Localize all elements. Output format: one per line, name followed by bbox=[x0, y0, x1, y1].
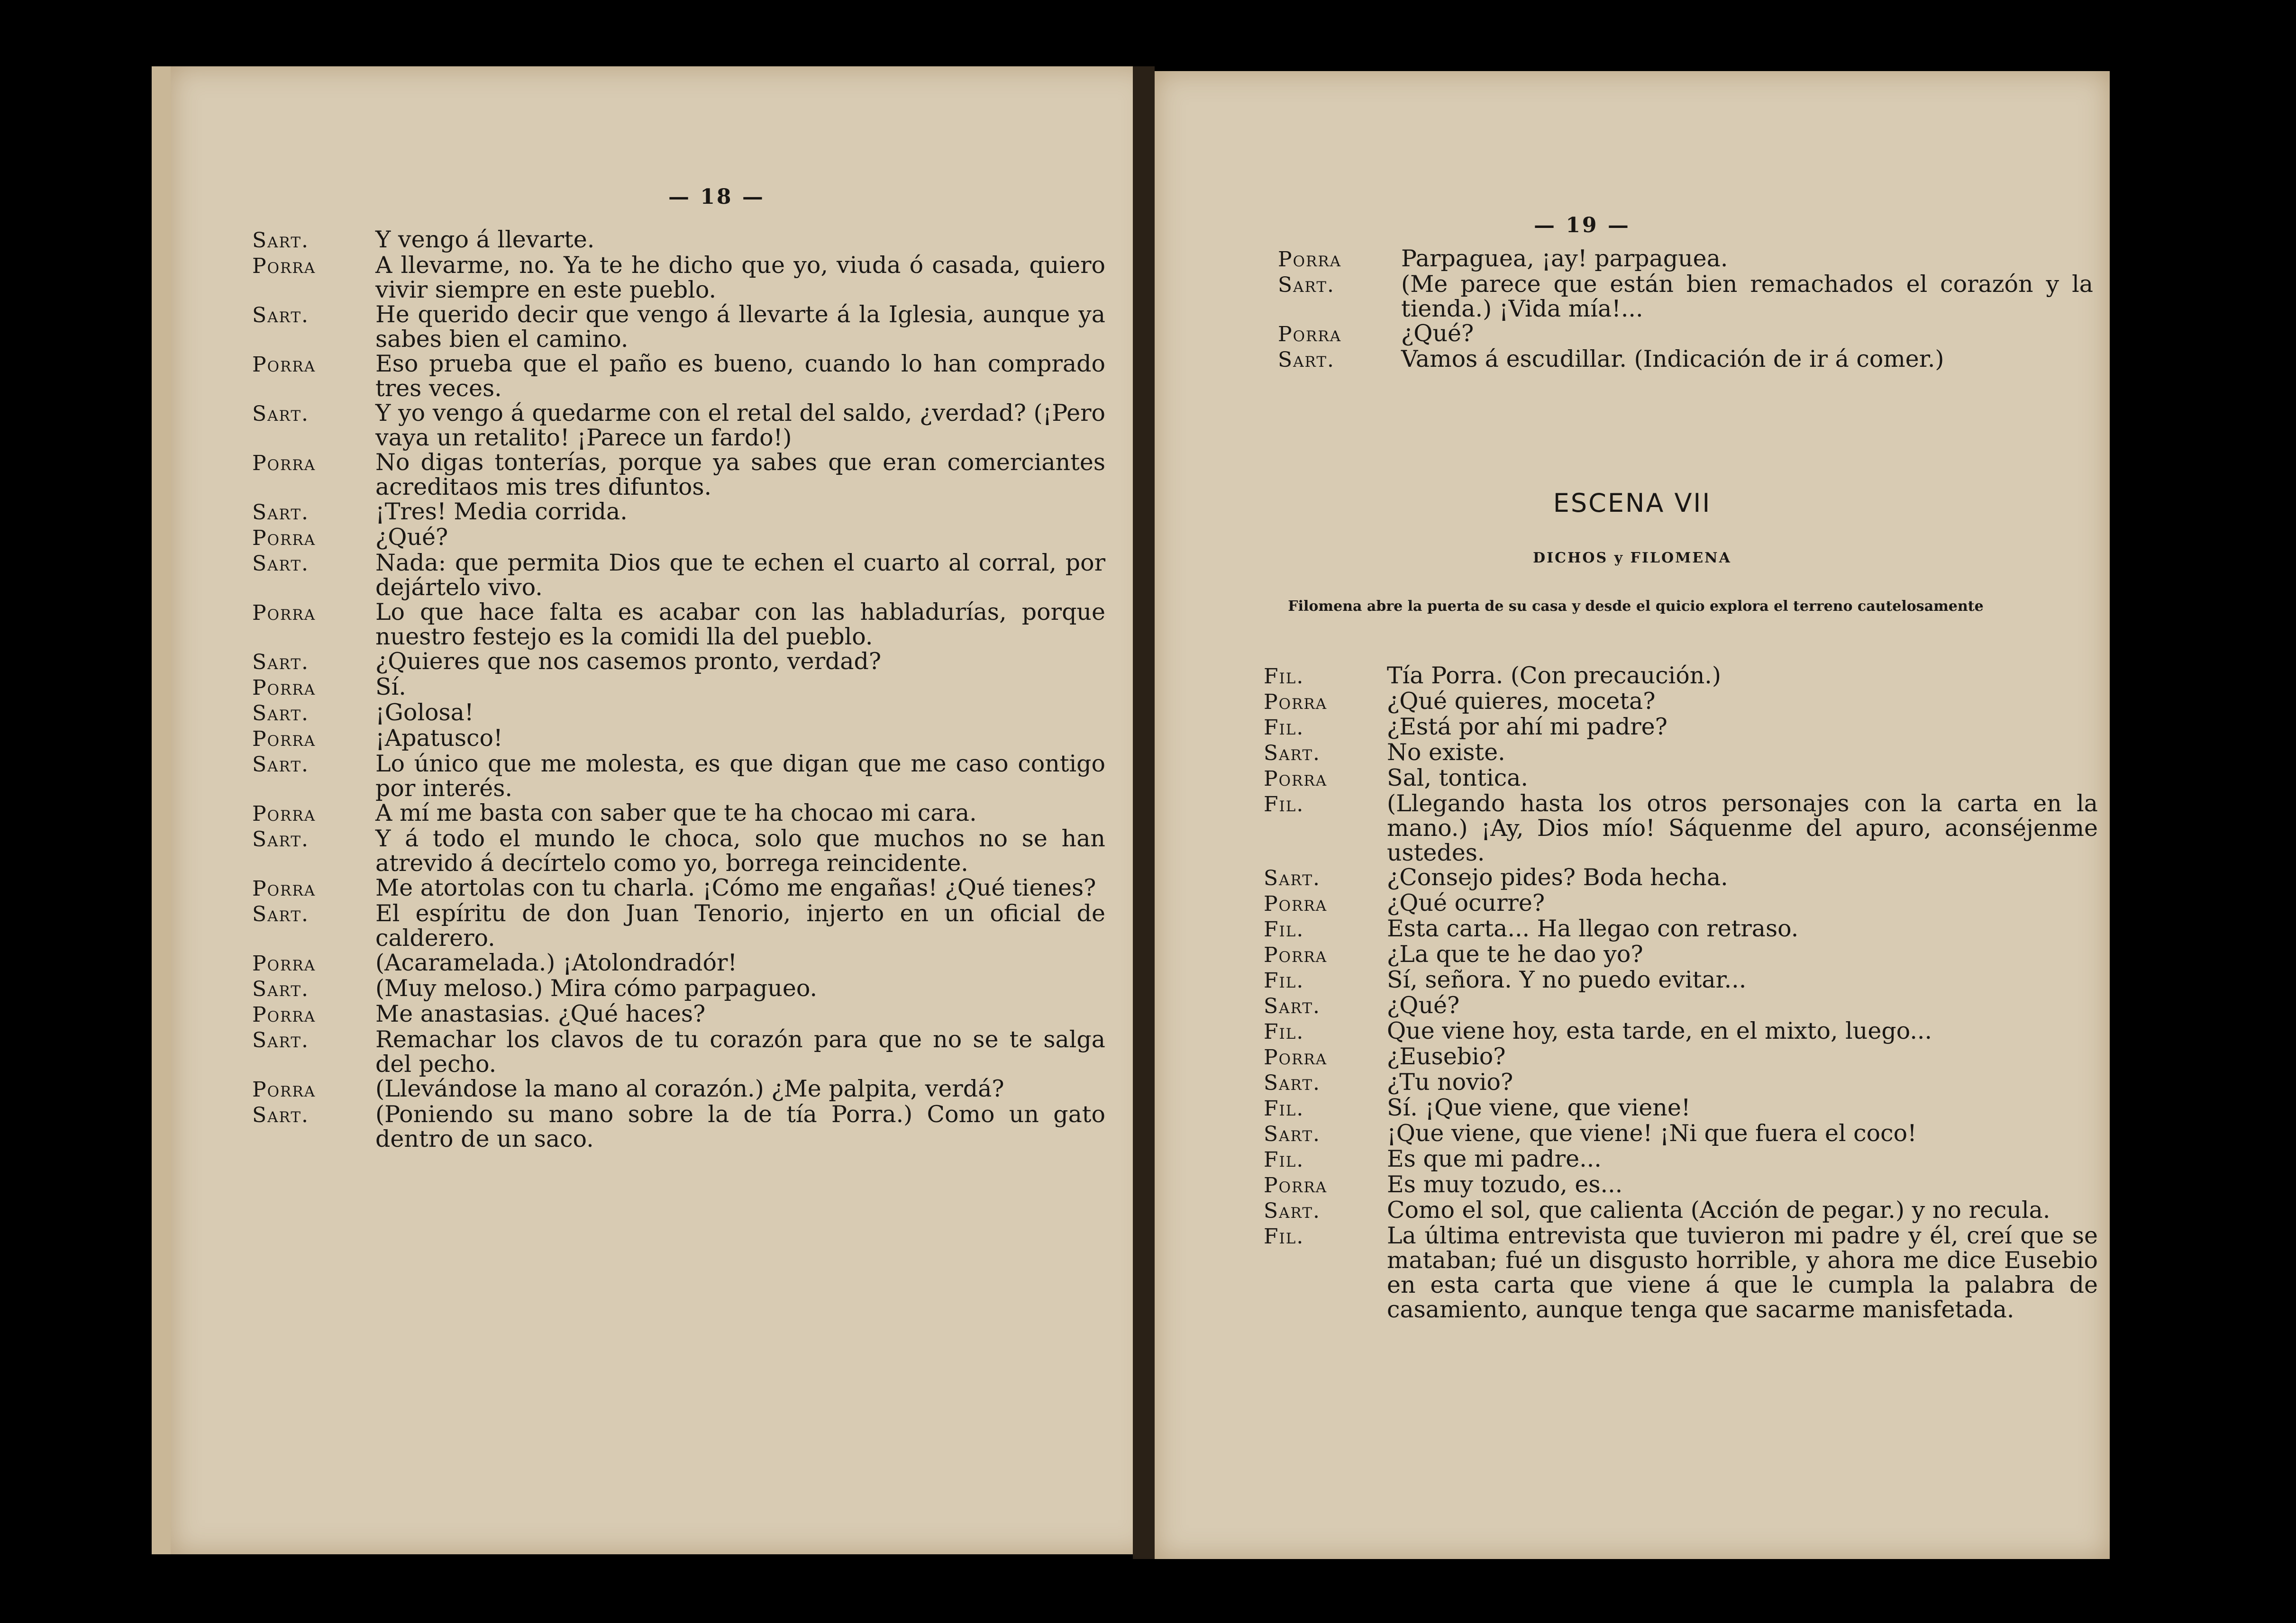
line-text: La última entrevista que tuvieron mi padre y él, creí que se mataban; fué un disgusto horrible, y ahora me dice Eusebio en esta carta que viene á que le cumpla la palabra de casamiento, aunque tenga que sacarme manisfetada. bbox=[1387, 1222, 2098, 1323]
dialogue-line bbox=[252, 499, 1105, 525]
line-text: Y á todo el mundo le choca, solo que muchos no se han atrevido á decírtelo como yo, borrega reincidente. bbox=[375, 825, 1105, 877]
speaker-name: Fil. bbox=[1264, 664, 1304, 689]
dialogue-line bbox=[1264, 1096, 2098, 1121]
line-text: Nada: que permita Dios que te echen el cuarto al corral, por dejártelo vivo. bbox=[375, 549, 1105, 601]
dialogue-line bbox=[1264, 942, 2098, 968]
right-page bbox=[1155, 71, 2110, 1559]
speaker-name: Porra bbox=[252, 1003, 316, 1027]
line-text: Que viene hoy, esta tarde, en el mixto, luego... bbox=[1387, 1017, 1932, 1044]
speaker-name: Sart. bbox=[1278, 348, 1335, 372]
line-text: ¿Tu novio? bbox=[1387, 1069, 1513, 1096]
line-text: ¿Quieres que nos casemos pronto, verdad? bbox=[375, 648, 882, 675]
line-text: Parpaguea, ¡ay! parpaguea. bbox=[1401, 245, 1728, 272]
line-text: Es muy tozudo, es... bbox=[1387, 1171, 1623, 1198]
dialogue-line bbox=[1264, 766, 2098, 791]
left-page bbox=[152, 66, 1152, 1554]
speaker-name: Porra bbox=[1264, 767, 1328, 791]
dialogue-line bbox=[1264, 1198, 2098, 1224]
speaker-name: Sart. bbox=[1264, 1122, 1321, 1146]
dialogue-line bbox=[252, 551, 1105, 600]
speaker-name: Sart. bbox=[252, 701, 309, 725]
speaker-name: Fil. bbox=[1264, 969, 1304, 993]
dialogue-line bbox=[252, 1002, 1105, 1027]
line-text: Sal, tontica. bbox=[1387, 764, 1528, 791]
page-number-left: — 18 — bbox=[668, 185, 765, 209]
line-text: ¡Apatusco! bbox=[375, 725, 503, 752]
dialogue-line bbox=[1264, 791, 2098, 865]
speaker-name: Sart. bbox=[1264, 994, 1321, 1018]
dialogue-line bbox=[1264, 1019, 2098, 1044]
line-text: ¿Está por ahí mi padre? bbox=[1387, 713, 1667, 740]
stage-direction: Filomena abre la puerta de su casa y desde el quicio explora el terreno cautelosamente bbox=[1288, 598, 1984, 615]
dialogue-line bbox=[1264, 1070, 2098, 1096]
dialogue-line bbox=[1264, 1224, 2098, 1322]
speaker-name: Porra bbox=[252, 676, 316, 700]
dialogue-line bbox=[252, 649, 1105, 675]
speaker-name: Fil. bbox=[1264, 917, 1304, 942]
line-text: Lo único que me molesta, es que digan que me caso contigo por interés. bbox=[375, 750, 1105, 802]
dialogue-line bbox=[1264, 1044, 2098, 1070]
speaker-name: Sart. bbox=[1278, 273, 1335, 297]
line-text: ¡Que viene, que viene! ¡Ni que fuera el coco! bbox=[1387, 1120, 1917, 1147]
dialogue-line bbox=[252, 801, 1105, 826]
line-text: Vamos á escudillar. (Indicación de ir á comer.) bbox=[1401, 345, 1944, 372]
dialogue-line bbox=[252, 227, 1105, 253]
line-text: Tía Porra. (Con precaución.) bbox=[1387, 662, 1721, 689]
line-text: Me anastasias. ¿Qué haces? bbox=[375, 1000, 706, 1027]
speaker-name: Sart. bbox=[252, 902, 309, 926]
line-text: Esta carta... Ha llegao con retraso. bbox=[1387, 915, 1799, 942]
speaker-name: Porra bbox=[1264, 1173, 1328, 1197]
speaker-name: Porra bbox=[252, 526, 316, 550]
speaker-name: Porra bbox=[252, 353, 316, 377]
line-text: Lo que hace falta es acabar con las habladurías, porque nuestro festejo es la comidi lla del pueblo. bbox=[375, 598, 1105, 650]
dialogue-line bbox=[252, 752, 1105, 801]
speaker-name: Fil. bbox=[1264, 792, 1304, 816]
line-text: ¿Eusebio? bbox=[1387, 1043, 1506, 1070]
line-text: A llevarme, no. Ya te he dicho que yo, viuda ó casada, quiero vivir siempre en este pueblo. bbox=[375, 252, 1105, 303]
speaker-name: Porra bbox=[252, 802, 316, 826]
speaker-name: Fil. bbox=[1264, 1020, 1304, 1044]
line-text: Sí. bbox=[375, 673, 406, 700]
dialogue-line bbox=[1278, 272, 2093, 321]
line-text: (Acaramelada.) ¡Atolondradór! bbox=[375, 949, 738, 976]
speaker-name: Porra bbox=[252, 727, 316, 751]
dialogue-line bbox=[1264, 663, 2098, 689]
line-text: ¡Golosa! bbox=[375, 699, 474, 726]
dialogue-line bbox=[1264, 993, 2098, 1019]
speaker-name: Porra bbox=[252, 952, 316, 976]
line-text: No existe. bbox=[1387, 739, 1505, 766]
speaker-name: Porra bbox=[252, 451, 316, 475]
speaker-name: Porra bbox=[1278, 247, 1342, 272]
line-text: ¿La que te he dao yo? bbox=[1387, 941, 1643, 968]
dialogue-line bbox=[252, 901, 1105, 951]
dialogue-line bbox=[1264, 1121, 2098, 1147]
speaker-name: Porra bbox=[252, 601, 316, 625]
line-text: No digas tonterías, porque ya sabes que eran comerciantes acreditaos mis tres difuntos. bbox=[375, 449, 1105, 500]
dialogue-line bbox=[252, 726, 1105, 752]
dialogue-line bbox=[252, 876, 1105, 901]
line-text: Sí. ¡Que viene, que viene! bbox=[1387, 1094, 1691, 1121]
dialogue-line bbox=[1264, 715, 2098, 740]
dialogue-line bbox=[252, 401, 1105, 450]
line-text: Como el sol, que calienta (Acción de pegar.) y no recula. bbox=[1387, 1197, 2050, 1224]
dialogue-line bbox=[252, 525, 1105, 551]
page-number-right: — 19 — bbox=[1534, 213, 1631, 237]
speaker-name: Sart. bbox=[252, 552, 309, 576]
speaker-name: Sart. bbox=[1264, 1199, 1321, 1223]
speaker-name: Sart. bbox=[252, 977, 309, 1001]
scene-title: ESCENA VII bbox=[1553, 488, 1712, 518]
speaker-name: Sart. bbox=[252, 753, 309, 777]
speaker-name: Sart. bbox=[252, 303, 309, 327]
speaker-name: Sart. bbox=[252, 1028, 309, 1052]
dialogue-line bbox=[252, 352, 1105, 401]
dialogue-line bbox=[252, 1102, 1105, 1152]
line-text: (Muy meloso.) Mira cómo parpagueo. bbox=[375, 975, 818, 1002]
book-gutter bbox=[1133, 66, 1155, 1559]
dialogue-line bbox=[1264, 1147, 2098, 1172]
dialogue-line bbox=[1264, 891, 2098, 916]
dialogue-block-right-bottom bbox=[1264, 663, 2098, 1322]
line-text: ¡Tres! Media corrida. bbox=[375, 498, 628, 525]
speaker-name: Sart. bbox=[1264, 866, 1321, 890]
dialogue-line bbox=[252, 826, 1105, 876]
speaker-name: Sart. bbox=[252, 228, 309, 253]
line-text: ¿Qué ocurre? bbox=[1387, 889, 1545, 916]
line-text: Eso prueba que el paño es bueno, cuando lo han comprado tres veces. bbox=[375, 350, 1105, 402]
dialogue-line bbox=[252, 951, 1105, 976]
dialogue-line bbox=[252, 675, 1105, 700]
line-text: Y yo vengo á quedarme con el retal del saldo, ¿verdad? (¡Pero vaya un retalito! ¡Parece un fardo!) bbox=[375, 399, 1105, 451]
speaker-name: Porra bbox=[252, 877, 316, 901]
line-text: ¿Consejo pides? Boda hecha. bbox=[1387, 864, 1728, 891]
dialogue-line bbox=[1264, 916, 2098, 942]
dialogue-line bbox=[252, 302, 1105, 352]
dialogue-line bbox=[252, 700, 1105, 726]
speaker-name: Porra bbox=[1278, 322, 1342, 346]
dialogue-line bbox=[1264, 865, 2098, 891]
speaker-name: Sart. bbox=[252, 650, 309, 674]
speaker-name: Porra bbox=[1264, 1045, 1328, 1070]
dialogue-line bbox=[1264, 689, 2098, 715]
line-text: ¿Qué? bbox=[1401, 320, 1474, 347]
speaker-name: Sart. bbox=[252, 402, 309, 426]
line-text: Sí, señora. Y no puedo evitar... bbox=[1387, 966, 1747, 993]
dialogue-line bbox=[252, 253, 1105, 302]
line-text: Es que mi padre... bbox=[1387, 1145, 1602, 1172]
dialogue-line bbox=[1264, 1172, 2098, 1198]
speaker-name: Sart. bbox=[252, 500, 309, 525]
line-text: A mí me basta con saber que te ha chocao mi cara. bbox=[375, 799, 977, 826]
dialogue-line bbox=[252, 1077, 1105, 1102]
line-text: (Me parece que están bien remachados el corazón y la tienda.) ¡Vida mía!... bbox=[1401, 271, 2093, 322]
speaker-name: Porra bbox=[1264, 943, 1328, 967]
dialogue-line bbox=[252, 1027, 1105, 1077]
speaker-name: Fil. bbox=[1264, 716, 1304, 740]
line-text: El espíritu de don Juan Tenorio, injerto en un oficial de calderero. bbox=[375, 900, 1105, 952]
line-text: Y vengo á llevarte. bbox=[375, 226, 595, 253]
line-text: Me atortolas con tu charla. ¡Cómo me engañas! ¿Qué tienes? bbox=[375, 874, 1096, 901]
dialogue-block-left bbox=[252, 227, 1105, 1152]
dialogue-block-right-top bbox=[1278, 246, 2093, 372]
speaker-name: Porra bbox=[252, 1078, 316, 1102]
dialogue-line bbox=[252, 976, 1105, 1002]
dialogue-line bbox=[252, 600, 1105, 649]
speaker-name: Sart. bbox=[252, 1103, 309, 1127]
line-text: ¿Qué? bbox=[1387, 992, 1460, 1019]
dialogue-line bbox=[1278, 347, 2093, 372]
scene-characters: DICHOS y FILOMENA bbox=[1533, 550, 1731, 566]
speaker-name: Fil. bbox=[1264, 1148, 1304, 1172]
dialogue-line bbox=[1278, 246, 2093, 272]
speaker-name: Porra bbox=[252, 254, 316, 278]
line-text: Remachar los clavos de tu corazón para que no se te salga del pecho. bbox=[375, 1026, 1105, 1078]
line-text: ¿Qué? bbox=[375, 524, 448, 551]
dialogue-line bbox=[1264, 740, 2098, 766]
speaker-name: Fil. bbox=[1264, 1224, 1304, 1249]
line-text: (Llegando hasta los otros personajes con la carta en la mano.) ¡Ay, Dios mío! Sáquenme del apuro, aconséjenme ustedes. bbox=[1387, 790, 2098, 866]
line-text: ¿Qué quieres, moceta? bbox=[1387, 688, 1656, 715]
speaker-name: Porra bbox=[1264, 690, 1328, 714]
line-text: He querido decir que vengo á llevarte á la Iglesia, aunque ya sabes bien el camino. bbox=[375, 301, 1105, 353]
dialogue-line bbox=[1264, 968, 2098, 993]
speaker-name: Porra bbox=[1264, 892, 1328, 916]
speaker-name: Sart. bbox=[1264, 1071, 1321, 1095]
speaker-name: Sart. bbox=[252, 827, 309, 852]
dialogue-line bbox=[1278, 321, 2093, 347]
speaker-name: Sart. bbox=[1264, 741, 1321, 765]
speaker-name: Fil. bbox=[1264, 1097, 1304, 1121]
dialogue-line bbox=[252, 450, 1105, 499]
line-text: (Poniendo su mano sobre la de tía Porra.) Como un gato dentro de un saco. bbox=[375, 1101, 1105, 1152]
line-text: (Llevándose la mano al corazón.) ¿Me palpita, verdá? bbox=[375, 1075, 1004, 1102]
